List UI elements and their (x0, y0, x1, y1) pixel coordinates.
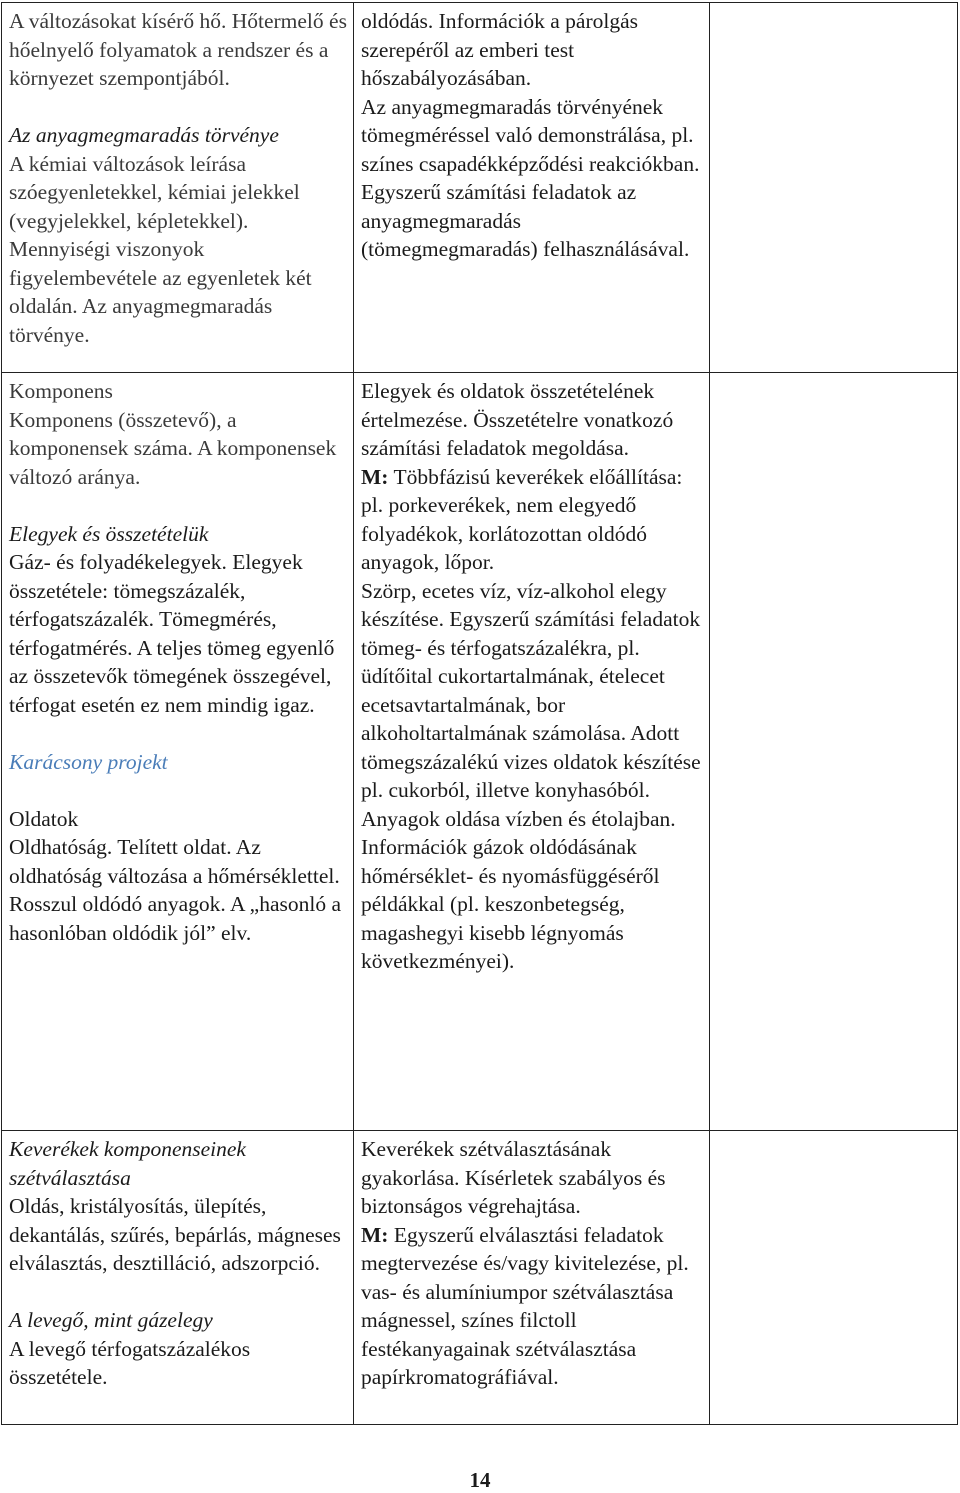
content-cell (2, 373, 354, 1131)
cell-paragraph: A kémiai változások leírása szóegyenletekkel, kémiai jelekkel (vegyjelekkel, képletekkel). Mennyiségi viszonyok figyelembevétele az egyenletek két oldalán. Az anyagmegmaradás törvénye. (9, 151, 312, 347)
cell-paragraph: Az anyagmegmaradás törvénye (9, 123, 279, 147)
content-cell (2, 1131, 354, 1425)
cell-paragraph (361, 463, 703, 577)
content-cell (2, 3, 354, 373)
cell-paragraph: Gáz- és folyadékelegyek. Elegyek összetétele: tömegszázalék, térfogatszázalék. Tömegmérés, térfogatmérés. A teljes tömeg egyenlő az összetevők tömegének összegével, térfogat esetén ez nem mindig igaz. (9, 550, 335, 717)
cell-paragraph: oldódás. Információk a párolgás szerepéről az emberi test hőszabályozásában. (361, 9, 639, 90)
curriculum-table-body (2, 3, 958, 1425)
cell-paragraph: Oldhatóság. Telített oldat. Az oldhatóság változása a hőmérséklettel. Rosszul oldódó anyagok. A „hasonló a hasonlóban oldódik jól” elv. (9, 835, 342, 945)
cell-paragraph: Keverékek komponenseinek szétválasztása (9, 1137, 246, 1190)
cell-paragraph: Komponens (9, 379, 113, 403)
cell-paragraph: Szörp, ecetes víz, víz-alkohol elegy készítése. Egyszerű számítási feladatok tömeg- és térfogatszázalékra, pl. üdítőital cukortartalmának, ételecet ecetsavtartalmának, bor alkoholtartalmának számolása. Adott tömegszázalékú vizes oldatok készítése pl. cukorból, illetve konyhasóból. Anyagok oldása vízben és étolajban. Információk gázok oldódásának hőmérséklet- és nyomásfüggéséről példákkal (pl. keszonbetegség, magashegyi kisebb légnyomás következményei). (361, 578, 701, 973)
cell-paragraph: A levegő térfogatszázalékos összetétele. (9, 1336, 251, 1389)
cell-paragraph: A változásokat kísérő hő. Hőtermelő és hőelnyelő folyamatok a rendszer és a környezet szempontjából. (9, 9, 347, 90)
cell-paragraph: Az anyagmegmaradás törvényének tömegméréssel való demonstrálása, pl. színes csapadékképződési reakciókban. Egyszerű számítási feladatok az anyagmegmaradás (tömegmegmaradás) felhasználásával. (361, 94, 700, 261)
empty-cell (710, 373, 958, 1131)
table-row (2, 373, 958, 1131)
empty-cell (710, 1131, 958, 1425)
cell-paragraph: Oldás, kristályosítás, ülepítés, dekantálás, szűrés, bepárlás, mágneses elválasztás, desztilláció, adszorpció. (9, 1194, 341, 1275)
empty-cell (710, 3, 958, 373)
table-row (2, 3, 958, 373)
cell-paragraph (361, 1221, 703, 1392)
activity-cell (354, 1131, 710, 1425)
cell-paragraph: Karácsony projekt (9, 749, 168, 774)
cell-paragraph: Keverékek szétválasztásának gyakorlása. Kísérletek szabályos és biztonságos végrehajtása. (361, 1137, 666, 1218)
page-number: 14 (469, 1468, 491, 1492)
marker-label: M: (361, 1222, 389, 1247)
activity-cell (354, 373, 710, 1131)
cell-paragraph: Komponens (összetevő), a komponensek száma. A komponensek változó aránya. (9, 407, 337, 489)
activity-cell (354, 3, 710, 373)
cell-paragraph: Elegyek és oldatok összetételének értelmezése. Összetételre vonatkozó számítási feladatok megoldása. (361, 379, 674, 460)
cell-paragraph-text: Egyszerű elválasztási feladatok megtervezése és/vagy kivitelezése, pl. vas- és alumíniumpor szétválasztása mágnessel, színes filctoll festékanyagainak szétválasztása papírkromatográfiával. (361, 1222, 689, 1389)
cell-paragraph-text: Többfázisú keverékek előállítása: pl. porkeverékek, nem elegyedő folyadékok, korlátozottan oldódó anyagok, lőpor. (361, 464, 683, 574)
cell-paragraph: A levegő, mint gázelegy (9, 1308, 213, 1332)
table-row (2, 1131, 958, 1425)
curriculum-table (1, 2, 958, 1425)
cell-paragraph: Elegyek és összetételük (9, 521, 209, 546)
marker-label: M: (361, 464, 389, 489)
cell-paragraph: Oldatok (9, 806, 79, 831)
